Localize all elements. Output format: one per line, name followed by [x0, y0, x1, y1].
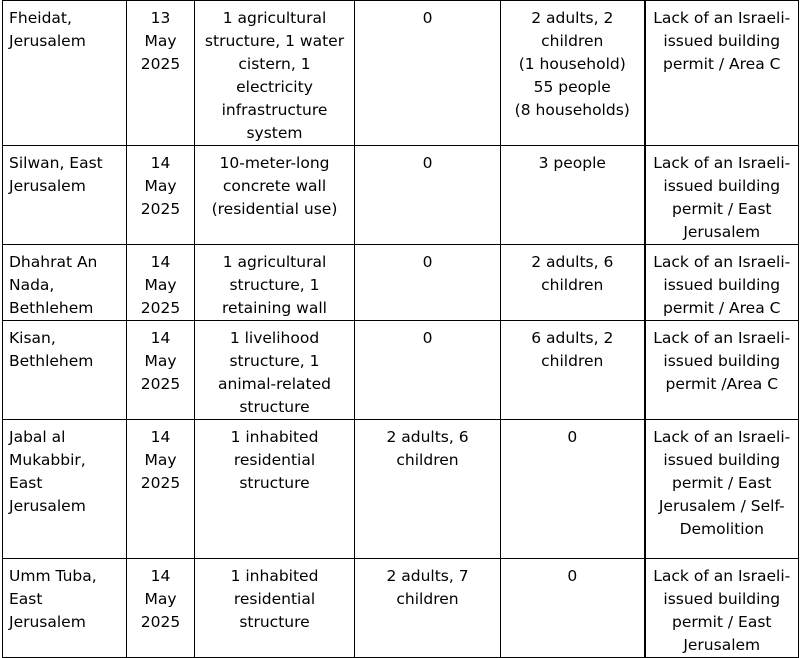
affected-cell: 3 people [501, 146, 645, 245]
reason-cell: Lack of an Israeli- issued building permit / Area C [645, 1, 799, 146]
location-cell: Dhahrat An Nada, Bethlehem [3, 245, 127, 321]
reason-cell: Lack of an Israeli- issued building permit / East Jerusalem [645, 146, 799, 245]
displaced-cell: 2 adults, 7 children [355, 559, 501, 658]
displaced-cell: 2 adults, 6 children [355, 420, 501, 559]
date-cell: 14 May 2025 [127, 559, 195, 658]
affected-cell: 0 [501, 420, 645, 559]
table-row [3, 1, 799, 146]
structures-cell: 1 agricultural structure, 1 water cistern, 1 electricity infrastructure system [195, 1, 355, 146]
location-cell: Silwan, East Jerusalem [3, 146, 127, 245]
structures-cell: 1 inhabited residential structure [195, 559, 355, 658]
structures-cell: 1 livelihood structure, 1 animal-related structure [195, 321, 355, 420]
structures-cell: 1 inhabited residential structure [195, 420, 355, 559]
location-cell: Kisan, Bethlehem [3, 321, 127, 420]
affected-cell: 2 adults, 2 children (1 household) 55 people (8 households) [501, 1, 645, 146]
reason-cell: Lack of an Israeli- issued building permit /Area C [645, 321, 799, 420]
affected-cell: 0 [501, 559, 645, 658]
structures-cell: 10-meter-long concrete wall (residential use) [195, 146, 355, 245]
location-cell: Fheidat, Jerusalem [3, 1, 127, 146]
displaced-cell: 0 [355, 1, 501, 146]
affected-cell: 6 adults, 2 children [501, 321, 645, 420]
reason-cell: Lack of an Israeli- issued building permit / Area C [645, 245, 799, 321]
displaced-cell: 0 [355, 321, 501, 420]
table-row [3, 420, 799, 559]
reason-cell: Lack of an Israeli- issued building permit / East Jerusalem / Self- Demolition [645, 420, 799, 559]
location-cell: Umm Tuba, East Jerusalem [3, 559, 127, 658]
affected-cell: 2 adults, 6 children [501, 245, 645, 321]
demolitions-table [2, 0, 799, 658]
table-row [3, 146, 799, 245]
table-row [3, 559, 799, 658]
displaced-cell: 0 [355, 245, 501, 321]
table-row [3, 321, 799, 420]
date-cell: 14 May 2025 [127, 146, 195, 245]
location-cell: Jabal al Mukabbir, East Jerusalem [3, 420, 127, 559]
displaced-cell: 0 [355, 146, 501, 245]
date-cell: 14 May 2025 [127, 245, 195, 321]
date-cell: 14 May 2025 [127, 321, 195, 420]
date-cell: 14 May 2025 [127, 420, 195, 559]
structures-cell: 1 agricultural structure, 1 retaining wall [195, 245, 355, 321]
table-row [3, 245, 799, 321]
reason-cell: Lack of an Israeli- issued building permit / East Jerusalem [645, 559, 799, 658]
date-cell: 13 May 2025 [127, 1, 195, 146]
